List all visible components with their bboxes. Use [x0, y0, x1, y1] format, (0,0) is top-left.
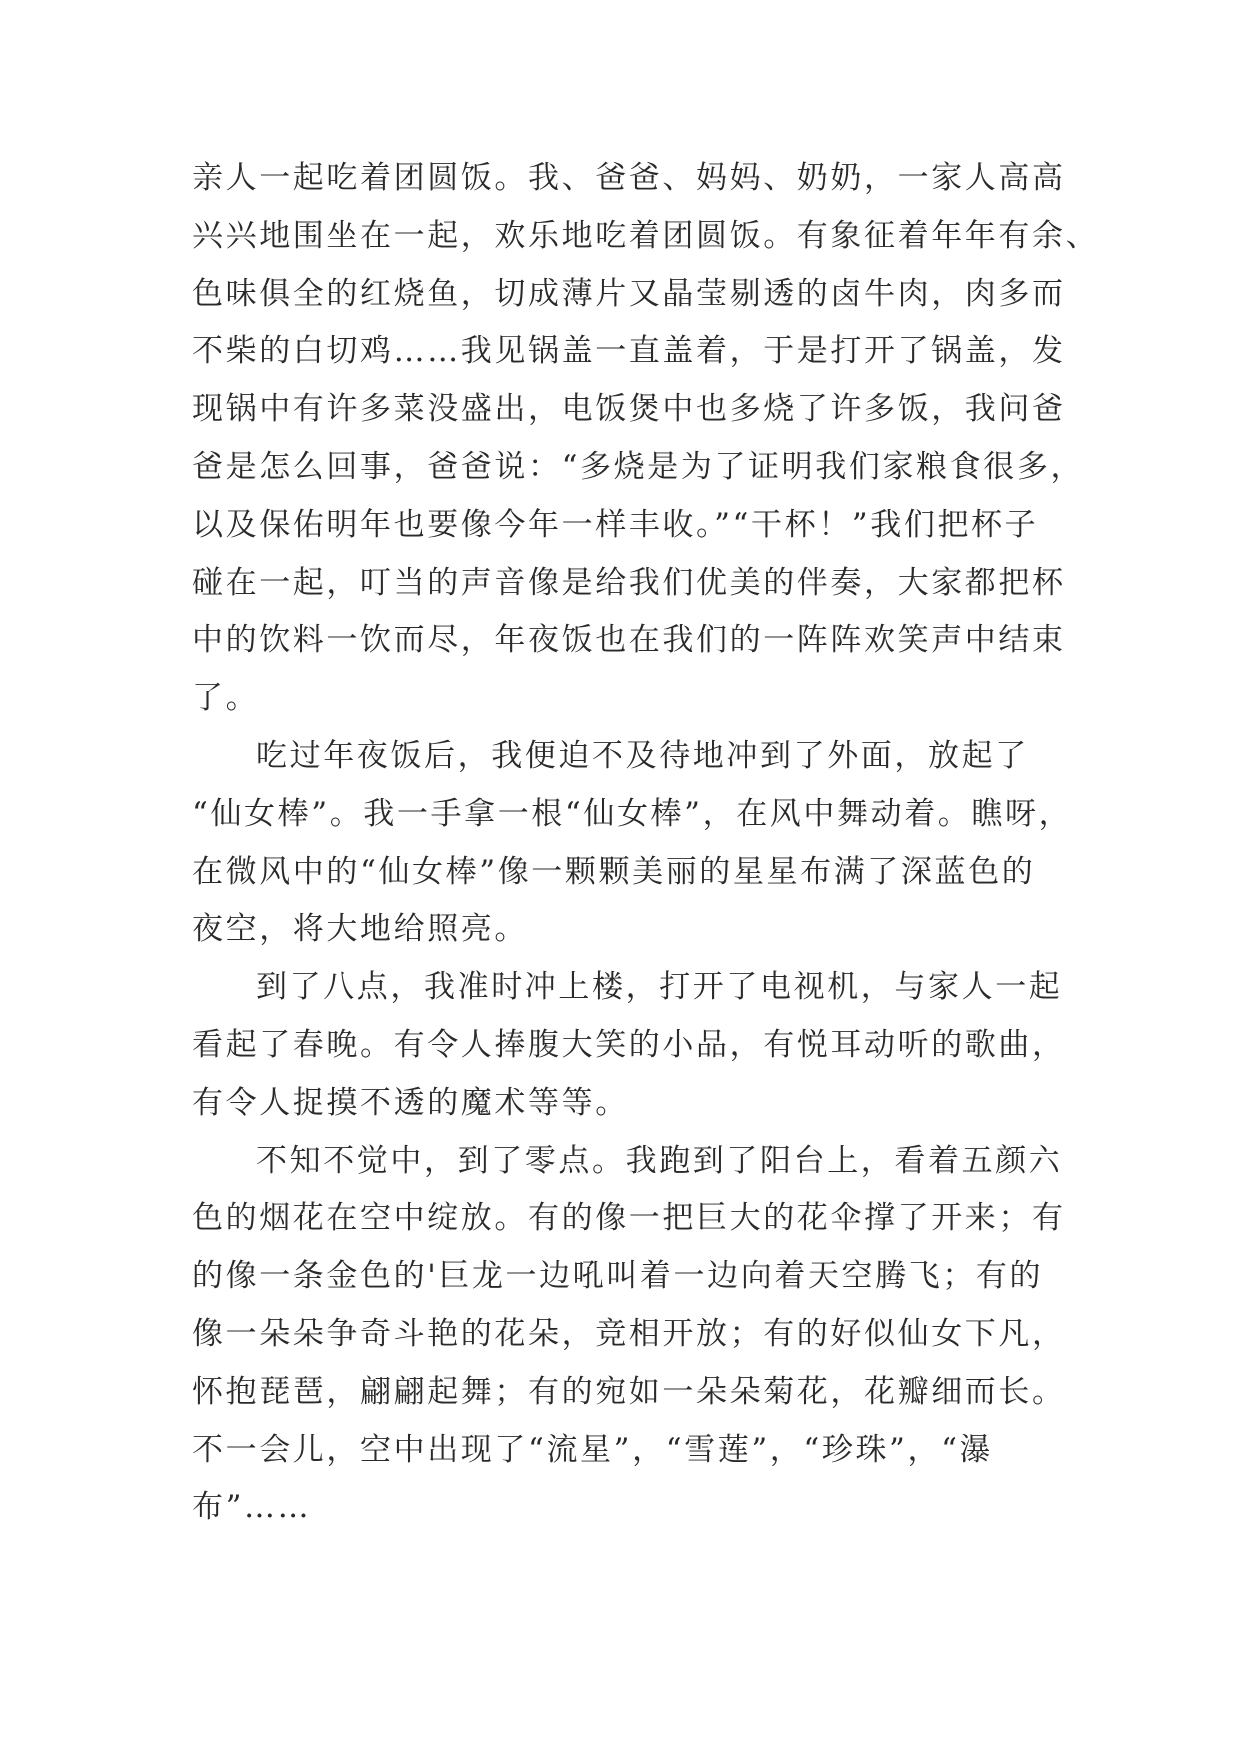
- text-line: 夜空，将大地给照亮。: [192, 911, 528, 948]
- text-line: 亲人一起吃着团圆饭。我、爸爸、妈妈、奶奶，一家人高高: [192, 160, 1066, 196]
- text-line: 色的烟花在空中绽放。有的像一把巨大的花伞撑了开来；有: [192, 1200, 1066, 1237]
- text-line: 在微风中的“仙女棒”像一颗颗美丽的星星布满了深蓝色的: [192, 853, 1036, 890]
- text-line: 了。: [192, 680, 260, 717]
- text-line: 以及保佑明年也要像今年一样丰收。”“干杯！”我们把杯子: [192, 506, 1039, 543]
- text-line: 中的饮料一饮而尽，年夜饭也在我们的一阵阵欢笑声中结束: [192, 622, 1066, 659]
- paragraph-first-line: 不知不觉中，到了零点。我跑到了阳台上，看着五颜六: [256, 1142, 1063, 1179]
- text-line: 兴兴地围坐在一起，欢乐地吃着团圆饭。有象征着年年有余、: [192, 217, 1100, 254]
- text-line: 爸是怎么回事，爸爸说：“多烧是为了证明我们家粮食很多，: [192, 448, 1085, 485]
- text-line: “仙女棒”。我一手拿一根“仙女棒”，在风中舞动着。瞧呀，: [192, 795, 1073, 832]
- text-line: 有令人捉摸不透的魔术等等。: [192, 1084, 629, 1121]
- text-line: 碰在一起，叮当的声音像是给我们优美的伴奏，大家都把杯: [192, 564, 1066, 601]
- text-line: 看起了春晚。有令人捧腹大笑的小品，有悦耳动听的歌曲，: [192, 1026, 1066, 1063]
- document-body: [192, 150, 1100, 1537]
- paragraph-first-line: 吃过年夜饭后，我便迫不及待地冲到了外面，放起了: [256, 737, 1029, 774]
- paragraph-first-line: 到了八点，我准时冲上楼，打开了电视机，与家人一起: [256, 969, 1063, 1006]
- text-line: 的像一条金色的'巨龙一边吼叫着一边向着天空腾飞；有的: [192, 1258, 1044, 1295]
- text-line: 怀抱琵琶，翩翩起舞；有的宛如一朵朵菊花，花瓣细而长。: [192, 1373, 1066, 1410]
- text-line: 现锅中有许多菜没盛出，电饭煲中也多烧了许多饭，我问爸: [192, 391, 1066, 428]
- text-line: 色味俱全的红烧鱼，切成薄片又晶莹剔透的卤牛肉，肉多而: [192, 275, 1066, 312]
- text-line: 不一会儿，空中出现了“流星”，“雪莲”，“珍珠”，“瀑: [192, 1431, 994, 1468]
- text-line: 不柴的白切鸡……我见锅盖一直盖着，于是打开了锅盖，发: [192, 333, 1066, 370]
- text-line: 像一朵朵争奇斗艳的花朵，竞相开放；有的好似仙女下凡，: [192, 1315, 1066, 1352]
- text-line: 布”……: [192, 1489, 312, 1526]
